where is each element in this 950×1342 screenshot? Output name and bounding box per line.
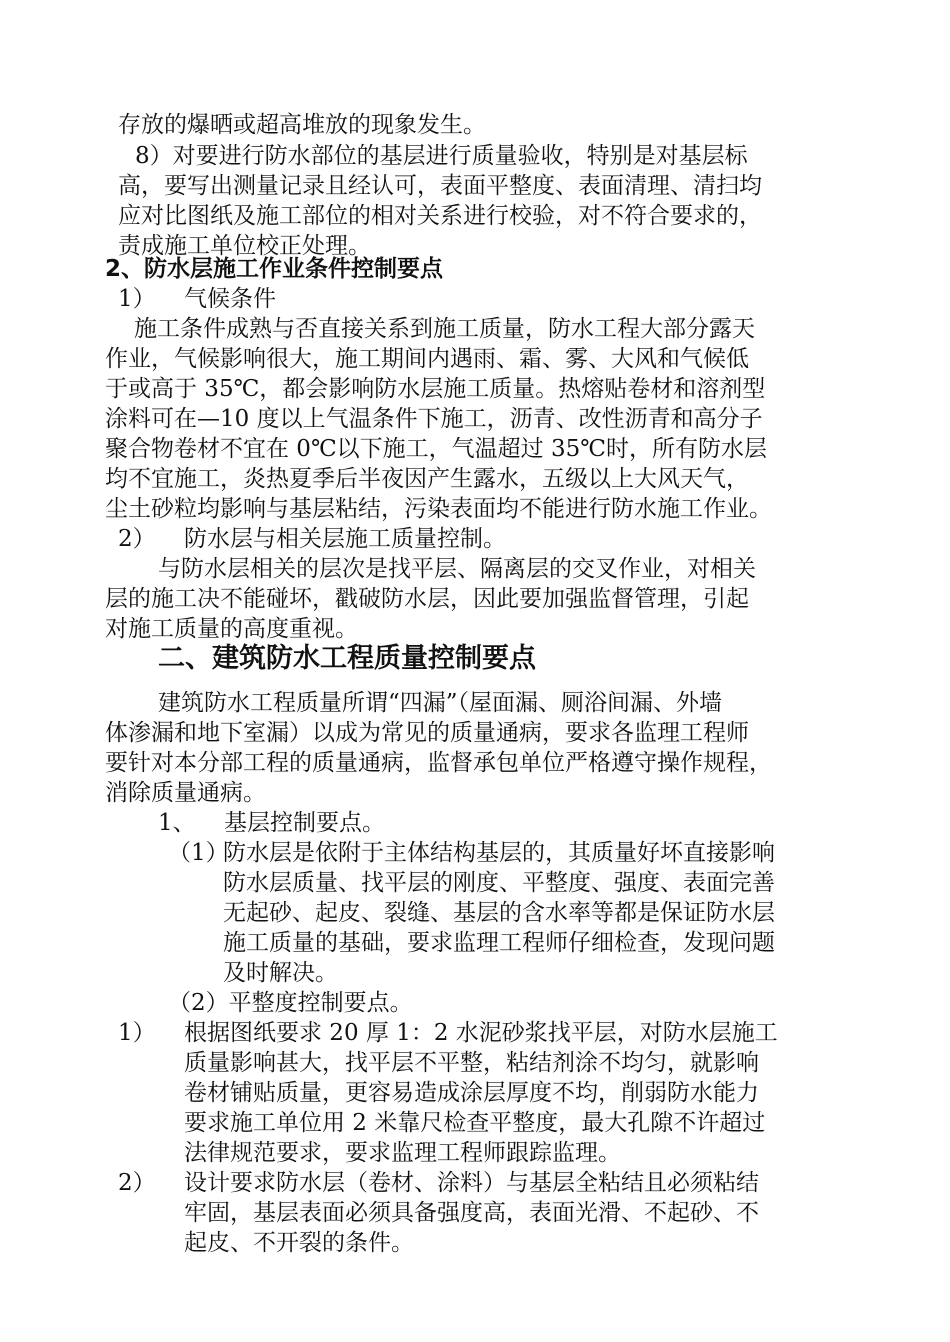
list-item <box>118 524 506 555</box>
paragraph-line: 根据图纸要求 20 厚 1：2 水泥砂浆找平层，对防水层施工 <box>184 1020 778 1046</box>
list-number: 1） <box>118 286 156 312</box>
paragraph-line: 质量影响甚大，找平层不平整，粘结剂涂不均匀，就影响 <box>184 1050 759 1076</box>
paragraph-line: 无起砂、起皮、裂缝、基层的含水率等都是保证防水层 <box>223 900 775 926</box>
paragraph-line: 牢固，基层表面必须具备强度高，表面光滑、不起砂、不 <box>184 1200 759 1226</box>
list-text: 基层控制要点。 <box>224 810 385 836</box>
paragraph-line: 8）对要进行防水部位的基层进行质量验收，特别是对基层标 <box>135 143 748 169</box>
paragraph-line: 设计要求防水层（卷材、涂料）与基层全粘结且必须粘结 <box>184 1170 759 1196</box>
paragraph-line: 作业，气候影响很大，施工期间内遇雨、霜、雾、大风和气候低 <box>105 346 749 372</box>
paragraph-line: 消除质量通病。 <box>105 780 266 806</box>
list-item <box>158 808 385 839</box>
paragraph-line: 防水层质量、找平层的刚度、平整度、强度、表面完善 <box>223 870 775 896</box>
paragraph-line: 对施工质量的高度重视。 <box>105 616 358 642</box>
paragraph-line: 与防水层相关的层次是找平层、隔离层的交叉作业，对相关 <box>158 556 756 582</box>
paragraph-line: 尘土砂粒均影响与基层粘结，污染表面均不能进行防水施工作业。 <box>105 496 772 522</box>
list-number: 1、 <box>158 810 196 836</box>
list-text: 气候条件 <box>184 286 276 312</box>
list-item <box>118 284 276 315</box>
paragraph-line: 体渗漏和地下室漏）以成为常见的质量通病，要求各监理工程师 <box>105 720 749 746</box>
paragraph-line: 及时解决。 <box>223 960 338 986</box>
paragraph-line: 层的施工决不能碰坏，戳破防水层，因此要加强监督管理，引起 <box>105 586 749 612</box>
paragraph-line: 责成施工单位校正处理。 <box>118 233 371 259</box>
sub-item: （2）平整度控制要点。 <box>168 990 413 1016</box>
paragraph-line: 卷材铺贴质量，更容易造成涂层厚度不均，削弱防水能力 <box>184 1080 759 1106</box>
paragraph-line: 于或高于 35℃，都会影响防水层施工质量。热熔贴卷材和溶剂型 <box>105 376 766 402</box>
paragraph-line: 聚合物卷材不宜在 0℃以下施工，气温超过 35℃时，所有防水层 <box>105 436 767 462</box>
list-number: 2） <box>118 526 156 552</box>
paragraph-line: 要针对本分部工程的质量通病，监督承包单位严格遵守操作规程， <box>105 750 772 776</box>
paragraph-line: 建筑防水工程质量所谓“四漏”（屋面漏、厕浴间漏、外墙 <box>158 690 723 716</box>
paragraph-line: 施工条件成熟与否直接关系到施工质量，防水工程大部分露天 <box>134 316 755 342</box>
paragraph-line: 均不宜施工，炎热夏季后半夜因产生露水，五级以上大风天气， <box>105 466 749 492</box>
sub-item-number: （1） <box>168 840 229 866</box>
paragraph-line: 涂料可在—10 度以上气温条件下施工，沥青、改性沥青和高分子 <box>105 406 763 432</box>
paragraph-line: 法律规范要求，要求监理工程师跟踪监理。 <box>184 1140 621 1166</box>
list-number: 2） <box>118 1170 156 1196</box>
paragraph-line: 施工质量的基础，要求监理工程师仔细检查，发现问题 <box>223 930 775 956</box>
paragraph-line: 高，要写出测量记录且经认可，表面平整度、表面清理、清扫均 <box>118 173 762 199</box>
list-text: 防水层与相关层施工质量控制。 <box>184 526 506 552</box>
section-title: 二、建筑防水工程质量控制要点 <box>158 643 536 674</box>
paragraph-line: 起皮、不开裂的条件。 <box>184 1230 414 1256</box>
subsection-heading: 2、防水层施工作业条件控制要点 <box>105 256 444 282</box>
paragraph-line: 存放的爆晒或超高堆放的现象发生。 <box>118 112 486 138</box>
list-number: 1） <box>118 1020 156 1046</box>
paragraph-line: 要求施工单位用 2 米靠尺检查平整度，最大孔隙不许超过 <box>184 1110 766 1136</box>
paragraph-line: 防水层是依附于主体结构基层的，其质量好坏直接影响 <box>223 840 775 866</box>
paragraph-line: 应对比图纸及施工部位的相对关系进行校验，对不符合要求的， <box>118 203 762 229</box>
